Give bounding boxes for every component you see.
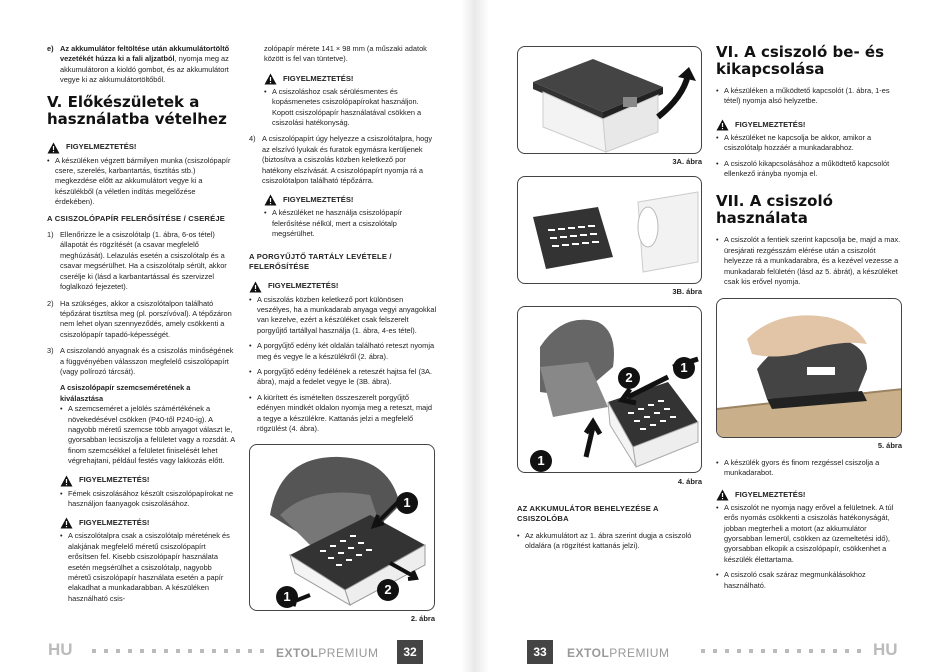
list-item: • Az akkumulátort az 1. ábra szerint dugja a csiszoló oldalára (a rögzítést kattanás jelzi). (517, 531, 705, 552)
callout-1: 1 (673, 357, 695, 379)
list-item: • A csiszolás közben keletkező port különösen veszélyes, ha a munkadarab anyaga vegyi anyagokkal van kezelve, ezért a készüléket csak felszerelt porgyűjtő tartállyal használja (1. ábra, 4-es tétel). (249, 295, 437, 337)
warning-title: FIGYELMEZTETÉS! (60, 475, 235, 487)
list-item: 1) Ellenőrizze le a csiszolótalp (1. ábra, 6-os tétel) állapotát és rögzítését (a csavar megfelelő meghúzását). Lelazulás esetén a csiszolótalp és a csavar megsérülhet. Ha a csiszolótalp sérült, akkor cserélje ki (lásd a karbantartással és szervizzel foglalkozó fejezetet). (47, 230, 227, 292)
footer-dots (701, 649, 861, 653)
warning-text: • A készüléket ne használja csiszolópapír felerősítése nélkül, mert a csiszolótalp megsérülhet. (264, 208, 437, 239)
warning-icon (47, 142, 60, 154)
warning-icon (249, 281, 262, 293)
sub-heading: A PORGYŰJTŐ TARTÁLY LEVÉTELE / FELERŐSÍTÉSE (249, 251, 392, 272)
warning-icon (716, 119, 729, 131)
continued-text: zolópapír mérete 141 × 98 mm (a műszaki adatok között is fel van tüntetve). (264, 44, 427, 64)
grit-title: A csiszolópapír szemcseméretének a kiválasztása (60, 383, 191, 403)
warning-title: FIGYELMEZTETÉS! (47, 142, 235, 154)
right-column-2-bottom (716, 458, 906, 596)
warning-title: FIGYELMEZTETÉS! (264, 73, 437, 85)
section-heading-vii: VII. A csiszoló használata (716, 192, 833, 228)
callout-1: 1 (276, 586, 298, 608)
callout-1: 1 (396, 492, 418, 514)
warning-block (249, 194, 437, 239)
brand-logo: EXTOLPREMIUM (276, 646, 379, 660)
left-column-2 (249, 44, 437, 439)
language-code: HU (873, 640, 898, 659)
right-column-2 (716, 40, 906, 292)
list-item: 2) Ha szükséges, akkor a csiszolótalpon található tépőzárat tisztítsa meg (pl. porszívóval). A tépőzáron nem lehet olyan szennyeződés, amely csökkenti a csiszolópapír tapadó-képességét. (47, 298, 232, 339)
list-item: 3) A csiszolandó anyagnak és a csiszolás minőségének a függvényében válasszon megfelelő csiszolópapírt (vagy polírozó tárcsát). (47, 346, 234, 376)
figure-3a-caption: 3A. ábra (672, 157, 702, 166)
warning-text: • A csiszolótalpra csak a csiszolótalp méretének és alakjának megfelelő méretű csiszolópapírt erősítsen fel. Kisebb csiszolópapír használata esetén megsérülhet a csiszolótalp, nagyobb méretű csiszolópapír használata esetén a papír elakadhat a munkadarabban. A készüléken használható csis- (60, 531, 235, 604)
language-code: HU (48, 640, 73, 659)
right-page (475, 0, 950, 672)
left-column-1 (47, 44, 235, 609)
callout-2: 2 (377, 579, 399, 601)
mount-section (517, 498, 705, 557)
figure-3a (517, 46, 702, 154)
section-heading-v: V. Előkészületek a használatba vételhez (47, 92, 227, 128)
grit-text: • A szemcseméret a jelölés számértékének a növekedésével csökken (P40-től P240-ig). A nagyobb méretű szemcse több anyagot választ le, gyorsabban lecsiszolja a felületet vagy a rozsdát. A finom szemcsékkel a felületet finiselését lehet végrehajtani, például festés vagy lakkozás előtt. (60, 404, 235, 466)
figure-3b-caption: 3B. ábra (672, 287, 702, 296)
figure-3b (517, 176, 702, 284)
warning-icon (264, 73, 277, 85)
sub-heading: A CSISZOLÓPAPÍR FELERŐSÍTÉSE / CSERÉJE (47, 213, 226, 223)
list-item: • A csiszoló kikapcsolásához a működtető kapcsolót ellenkező irányba nyomja el. (716, 159, 906, 180)
warning-title: FIGYELMEZTETÉS! (60, 517, 235, 529)
steps-list (47, 230, 235, 377)
section-heading-vi: VI. A csiszoló be- és kikapcsolása (716, 43, 884, 78)
sander-illustration (250, 445, 435, 611)
list-item: • A porgyűjtő edény két oldalán található reteszt nyomja meg és vegye le a készülékről (2. ábra). (249, 341, 437, 362)
list-item: • A készüléket ne kapcsolja be akkor, amikor a csiszolótalp hozzáér a munkadarabhoz. (716, 133, 906, 154)
warning-icon (264, 194, 277, 206)
list-item: • A csiszolót a fentiek szerint kapcsolja be, majd a max. üresjárati rezgésszám elérése után a csiszolót helyezze rá a munkadarabra, és a kezével vezesse a munkadarab felületén (lásd az 5. ábrát), a készüléket csak kis erővel nyomja. (716, 235, 906, 287)
callout-2: 2 (618, 367, 640, 389)
list-item: • A kiürített és ismételten összeszerelt porgyűjtő edényen mindkét oldalon nyomja meg a reteszt, majd a tegye a készülékre. Kattanás jelzi a megfelelő rögzülést (4. ábra). (249, 393, 437, 435)
list-item: • A csiszoló csak száraz megmunkálásokhoz használható. (716, 570, 906, 591)
page-number: 32 (397, 640, 423, 664)
list-item: • A készülék gyors és finom rezgéssel csiszolja a munkadarabot. (716, 458, 906, 479)
warning-text: • Fémek csiszolásához készült csiszolópapírokat ne használjon faanyagok csiszolásához. (60, 489, 235, 510)
figure-2 (249, 444, 435, 611)
sanding-hand-illustration (717, 299, 902, 438)
brand-logo: EXTOLPREMIUM (567, 646, 670, 660)
dust-box-mount-illustration (518, 307, 702, 473)
warning-title: FIGYELMEZTETÉS! (716, 489, 906, 501)
figure-4 (517, 306, 702, 473)
list-item: • A készüléken a működtető kapcsolót (1. ábra, 1-es tétel) nyomja alsó helyzetbe. (716, 86, 906, 107)
warning-title: FIGYELMEZTETÉS! (264, 194, 437, 206)
warning-icon (60, 475, 73, 487)
warning-title: FIGYELMEZTETÉS! (716, 119, 906, 131)
callout-1: 1 (530, 450, 552, 472)
figure-5 (716, 298, 902, 438)
warning-title: FIGYELMEZTETÉS! (249, 281, 437, 293)
dust-box-open-illustration (518, 177, 702, 284)
warning-text: • A csiszoláshoz csak sérülésmentes és kopásmenetes csiszolópapírokat használjon. Kopott csiszolópapír használatával csökken a csiszolási hatékonyság. (264, 87, 437, 129)
warning-text: • A készüléken végzett bármilyen munka (csiszolópapír csere, szerelés, karbantartás, tisztítás stb.) megkezdése előtt az akkumulátort vegye ki a készülékből (a véletlen indítás megelőzése érdekében). (47, 156, 235, 208)
figure-5-caption: 5. ábra (877, 441, 902, 450)
grit-section (47, 383, 235, 604)
list-item: • A porgyűjtő edény fedélének a reteszét hajtsa fel (3A. ábra), majd a fedelet vegye le (3B. ábra). (249, 367, 437, 388)
figure-4-caption: 4. ábra (677, 477, 702, 486)
list-item: 4) A csiszolópapírt úgy helyezze a csiszolótalpra, hogy az elszívó lyukak és furatok egymásra kerüljenek (biztosítva a csiszolás közben keletkező por hatékony elszívását. A csiszolópapírt nyomja rá a csiszolótalpon található tépőzárra. (249, 134, 433, 186)
page-number: 33 (527, 640, 553, 664)
figure-2-caption: 2. ábra (410, 614, 435, 623)
dust-box-illustration (518, 47, 702, 154)
list-item: • A csiszolót ne nyomja nagy erővel a felületnek. A túl erős nyomás csökkenti a csiszolás hatékonyságát, jobban megterheli a motort (az akkumulátor gyorsabban lemerül, csökken az üzemeltetési idő), gyorsabban elkopik a csiszolópapír, csökkenhet a készülék élettartama. (716, 503, 906, 565)
step-e: e) Az akkumulátor feltöltése után akkumulátortöltő vezetékét húzza ki a fali aljzatból, nyomja meg az akkumulátoron a kioldó gombot, és az akkumulátort vegye ki az akkumulátortöltőből. (47, 44, 230, 85)
footer-dots (92, 649, 264, 653)
warning-icon (716, 489, 729, 501)
warning-icon (60, 517, 73, 529)
sub-heading: AZ AKKUMULÁTOR BEHELYEZÉSE A CSISZOLÓBA (517, 504, 659, 524)
warning-block (249, 73, 437, 129)
